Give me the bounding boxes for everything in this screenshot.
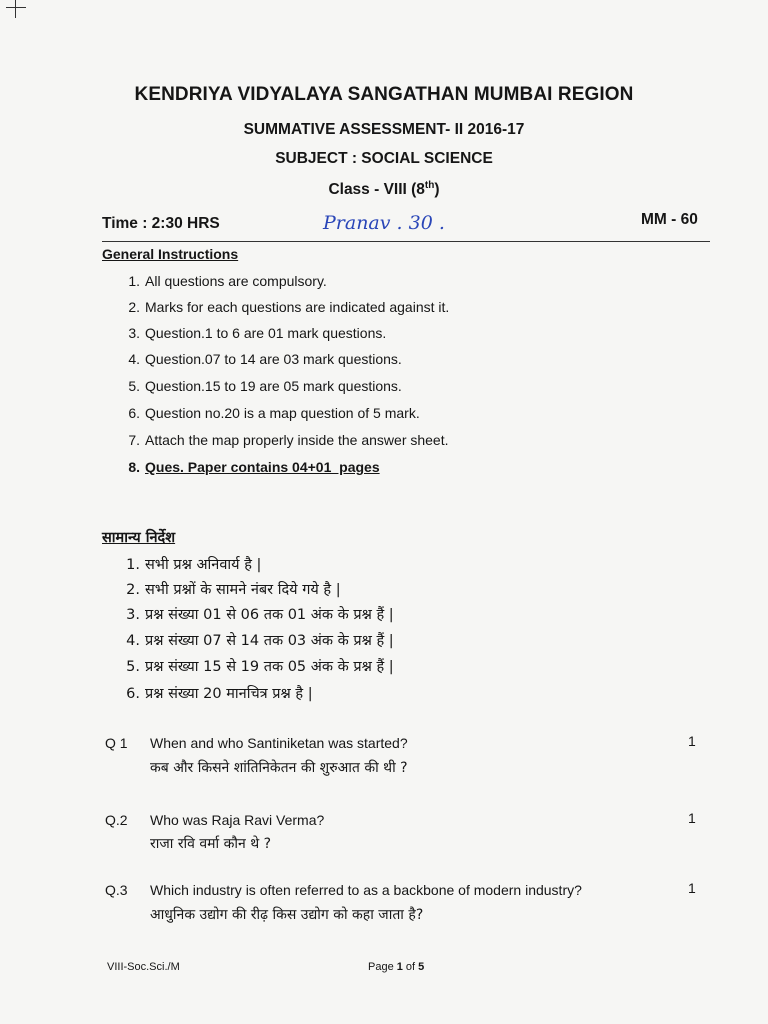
instruction-number: 4.	[126, 633, 140, 649]
instruction-text: Question.1 to 6 are 01 mark questions.	[145, 325, 387, 341]
instruction-text: Attach the map properly inside the answer sheet.	[145, 432, 449, 448]
hindi-instruction-item	[118, 579, 341, 599]
question-marks: 1	[688, 733, 696, 749]
hindi-instruction-text: सभी प्रश्न अनिवार्य है |	[145, 557, 262, 573]
subject-title: SUBJECT : SOCIAL SCIENCE	[275, 150, 493, 167]
instructions-title-text: General Instructions	[102, 246, 239, 262]
hindi-instruction-text: प्रश्न संख्या 20 मानचित्र प्रश्न है |	[145, 686, 313, 702]
hindi-instruction-item	[118, 683, 313, 703]
question-text-hi: आधुनिक उद्योग की रीढ़ किस उद्योग को कहा जाता है?	[150, 907, 424, 923]
instruction-text: Ques. Paper contains 04+01 pages	[145, 459, 380, 475]
instruction-number: 3.	[126, 607, 140, 623]
time-label: Time : 2:30 HRS	[102, 215, 220, 232]
instruction-text: All questions are compulsory.	[145, 273, 327, 289]
page-of: of	[402, 961, 419, 973]
footer-code: VIII-Soc.Sci./M	[107, 961, 180, 973]
instruction-number: 4.	[128, 351, 140, 367]
question-text-en: When and who Santiniketan was started?	[150, 735, 408, 751]
question-text-en: Which industry is often referred to as a backbone of modern industry?	[150, 882, 582, 898]
instruction-number: 8.	[128, 459, 140, 475]
class-title	[0, 180, 768, 199]
organization-title: KENDRIYA VIDYALAYA SANGATHAN MUMBAI REGION	[134, 84, 634, 105]
page-number: 1	[396, 961, 403, 973]
hindi-instruction-text: प्रश्न संख्या 01 से 06 तक 01 अंक के प्रश्न हैं |	[145, 607, 394, 623]
handwritten-name: Pranav . 30 .	[323, 212, 445, 234]
instruction-item	[118, 325, 386, 341]
instruction-item	[118, 378, 402, 394]
page-total: 5	[418, 961, 425, 973]
instruction-item	[118, 351, 402, 367]
instruction-number: 3.	[128, 325, 140, 341]
instruction-number: 1.	[126, 557, 140, 573]
instructions-title	[102, 246, 238, 262]
crop-mark	[4, 0, 28, 18]
question-marks: 1	[688, 880, 696, 896]
max-marks: MM - 60	[641, 211, 698, 228]
question-number: Q 1	[105, 735, 128, 751]
instruction-number: 7.	[128, 432, 140, 448]
instruction-number: 1.	[128, 273, 140, 289]
hindi-instructions-title	[102, 527, 175, 547]
header-divider	[102, 241, 710, 242]
instruction-item	[118, 459, 380, 475]
class-superscript: th	[424, 180, 435, 191]
class-suffix: )	[434, 181, 440, 199]
hindi-instruction-item	[118, 656, 394, 676]
hindi-instruction-item	[118, 554, 261, 574]
question-number: Q.2	[105, 812, 128, 828]
hindi-instruction-text: प्रश्न संख्या 07 से 14 तक 03 अंक के प्रश्न हैं |	[145, 633, 394, 649]
instruction-text: Marks for each questions are indicated against it.	[145, 299, 450, 315]
instruction-number: 2.	[128, 299, 140, 315]
instruction-text: Question.07 to 14 are 03 mark questions.	[145, 351, 402, 367]
instruction-text: Question no.20 is a map question of 5 mark.	[145, 405, 420, 421]
instruction-item	[118, 299, 449, 315]
instruction-number: 5.	[128, 378, 140, 394]
page-indicator	[368, 961, 424, 973]
instruction-number: 6.	[128, 405, 140, 421]
question-marks: 1	[688, 810, 696, 826]
question-number: Q.3	[105, 882, 128, 898]
question-text-hi: राजा रवि वर्मा कौन थे ?	[150, 836, 272, 852]
exam-title: SUMMATIVE ASSESSMENT- II 2016-17	[243, 121, 525, 138]
instruction-number: 5.	[126, 659, 140, 675]
page-prefix: Page	[368, 961, 397, 973]
instruction-number: 2.	[126, 582, 140, 598]
hindi-instruction-item	[118, 604, 394, 624]
instruction-text: Question.15 to 19 are 05 mark questions.	[145, 378, 402, 394]
instruction-item	[118, 432, 449, 448]
hindi-instruction-text: सभी प्रश्नों के सामने नंबर दिये गये है |	[145, 582, 341, 598]
hindi-instructions-title-text: सामान्य निर्देश	[102, 530, 176, 546]
class-prefix: Class - VIII (8	[328, 181, 425, 199]
hindi-instruction-text: प्रश्न संख्या 15 से 19 तक 05 अंक के प्रश्न हैं |	[145, 659, 394, 675]
question-text-hi: कब और किसने शांतिनिकेतन की शुरुआत की थी ?	[150, 760, 408, 776]
question-text-en: Who was Raja Ravi Verma?	[150, 812, 325, 828]
instruction-number: 6.	[126, 686, 140, 702]
instruction-item	[118, 273, 327, 289]
hindi-instruction-item	[118, 630, 394, 650]
instruction-item	[118, 405, 420, 421]
